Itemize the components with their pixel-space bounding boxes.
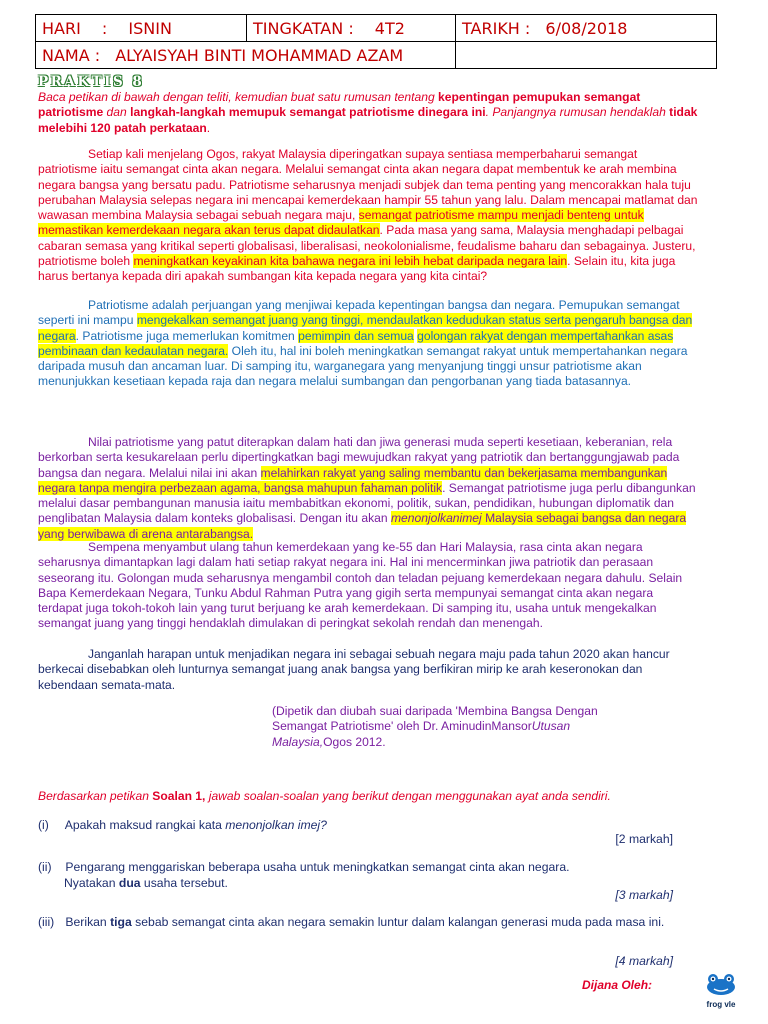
p3-highlight-italic: menonjolkanimej: [390, 511, 482, 526]
q3-text-2: sebab semangat cinta akan negara semakin luntur dalam kalangan generasi muda pada masa ini.: [131, 915, 665, 929]
paragraph-4: Sempena menyambut ulang tahun kemerdekaan yang ke-55 dan Hari Malaysia, rasa cinta akan negara seharusnya dimantapkan lagi dalam hati setiap rakyat negara ini. Hal ini mencerminkan jiwa patriotik dan perasaan seseorang itu. Golongan muda seharusnya mengambil contoh dan teladan pejuang kemerdekaan negara dahulu. Selain Bapa Kemerdekaan Negara, Tunku Abdul Rahman Putra yang gigih serta mempunyai semangat cinta akan negara terdapat juga tokoh-tokoh lain yang turut berjuang ke arah kemerdekaan. Di samping itu, usaha untuk mengekalkan semangat juang yang tinggi hendaklah dimulakan di peringkat sekolah rendah dan menengah.: [38, 540, 683, 631]
q1-italic: menonjolkan imej?: [225, 818, 327, 832]
task-instruction: [38, 789, 698, 804]
source-date: Ogos 2012.: [323, 734, 386, 749]
p2-text-3: Oleh itu, hal ini boleh meningkatkan semangat rakyat untuk mempertahankan negara daripada musuh dan ancaman luar. Di samping itu, warganegara yang menyanjung tinggi unsur patriotisme akan menunjukkan kesetiaan kepada raja dan negara melalui sumbangan dan pengorbanan yang tiada batasannya.: [38, 343, 688, 389]
q1-number: (i): [38, 818, 49, 832]
question-2: [38, 860, 678, 891]
instruction-text-2: dan: [103, 105, 131, 120]
nama-cell: [36, 42, 456, 69]
p3-highlight-1: melahirkan rakyat yang saling membantu dan bekerjasama membangunkan negara tanpa mengira perbezaan agama, bangsa mahupun fahaman politik: [38, 465, 668, 495]
header-table: [35, 14, 717, 69]
tingkatan-colon: :: [348, 18, 354, 38]
p2-text-2: . Patriotisme juga memerlukan komitmen: [75, 328, 299, 343]
q2-text-2: Nyatakan: [64, 875, 119, 890]
tingkatan-cell: [247, 15, 456, 42]
p1-text-3: . Selain itu, kita juga harus bertanya kepada diri apakah sumbangan kita kepada negara yang kita cintai?: [38, 254, 676, 284]
p3-highlight-2: Malaysia sebagai bangsa dan negara yang berwibawa di arena antarabangsa.: [38, 511, 687, 541]
instruction: [38, 90, 698, 136]
instruction-bold-3: tidak melebihi 120 patah perkataan: [38, 105, 698, 135]
p1-highlight-1: semangat patriotisme mampu menjadi benteng untuk memastikan kemerdekaan negara akan terus dapat didaulatkan: [38, 208, 644, 238]
source-text: (Dipetik dan diubah suai daripada 'Membina Bangsa Dengan Semangat Patriotisme' oleh Dr. AminudinMansor: [272, 704, 598, 734]
empty-cell: [456, 42, 717, 69]
hari-colon: :: [101, 18, 108, 38]
frog-vle-text: frog vle: [706, 1000, 736, 1009]
q1-text: Apakah maksud rangkai kata: [64, 818, 226, 832]
p1-text-1: Setiap kali menjelang Ogos, rakyat Malaysia diperingatkan supaya sentiasa memperbaharui semangat patriotisme iaitu semangat cinta akan negara. Melalui semangat cinta akan negara dapat membentuk ke arah membina negara bangsa yang bersatu padu. Patriotisme seharusnya menjadi subjek dan tema penting yang mencorakkan hala tuju perubahan Malaysia selepas negara ini mencapai kemerdekaan hampir 55 tahun yang lalu. Dalam mencapai matlamat dan wawasan membina Malaysia sebagai sebuah negara maju,: [38, 147, 698, 223]
p1-highlight-2: meningkatkan keyakinan kita bahawa negara ini lebih hebat daripada negara lain: [133, 254, 568, 269]
source-publication: Utusan Malaysia,: [272, 719, 571, 749]
hari-value: ISNIN: [128, 18, 172, 38]
nama-value: ALYAISYAH BINTI MOHAMMAD AZAM: [115, 45, 404, 65]
tarikh-cell: [456, 15, 717, 42]
p2-highlight-1: mengekalkan semangat juang yang tinggi, mendaulatkan kedudukan status serta pengaruh bangsa dan negara: [38, 313, 693, 343]
hari-cell: [36, 15, 247, 42]
q3-number: (iii): [38, 915, 55, 929]
instruction-text-4: .: [206, 120, 211, 135]
paragraph-2: [38, 298, 698, 390]
paragraph-1: [38, 147, 698, 285]
paragraph-3: [38, 435, 698, 542]
hari-label: HARI: [42, 18, 81, 38]
q2-text-3: usaha tersebut.: [140, 875, 228, 890]
paragraph-5: Janganlah harapan untuk menjadikan negara ini sebagai sebuah negara maju pada tahun 2020 akan hancur berkecai disebabkan oleh lunturnya semangat juang anak bangsa yang berfikiran mirip ke arah keseronokan dan kebendaan semata-mata.: [38, 647, 670, 692]
q2-continuation: [38, 876, 678, 892]
frog-vle-logo: [703, 972, 739, 1008]
instruction-bold-2: langkah-langkah memupuk semangat patriotisme dinegara ini: [130, 105, 486, 120]
q2-bold: dua: [118, 875, 141, 890]
task-bold: Soalan 1,: [152, 789, 206, 803]
q2-number: (ii): [38, 860, 52, 874]
p3-text-1: Nilai patriotisme yang patut diterapkan dalam hati dan jiwa generasi muda seperti kesetiaan, keberanian, rela berkorban serta kesukarelaan perlu dipertingkatkan bagi mewujudkan rakyat yang patriotik dan bertanggungjawab pada bangsa dan negara. Melalui nilai ini akan: [38, 435, 680, 480]
task-text-2: jawab soalan-soalan yang berikut dengan menggunakan ayat anda sendiri.: [205, 789, 611, 803]
tarikh-value: 6/08/2018: [545, 18, 628, 38]
q2-text-1: Pengarang menggariskan beberapa usaha untuk meningkatkan semangat cinta akan negara.: [65, 860, 570, 874]
tingkatan-value: 4T2: [374, 18, 405, 38]
source-citation: [272, 704, 652, 750]
frog-icon: [703, 972, 739, 996]
q3-text-1: Berikan: [65, 915, 111, 929]
question-1: [38, 818, 678, 834]
instruction-text-1: Baca petikan di bawah dengan teliti, kemudian buat satu rumusan tentang: [38, 90, 439, 104]
q3-bold: tiga: [110, 915, 132, 929]
p3-text-2: . Semangat patriotisme juga perlu dibangunkan melalui dasar pembangunan manusia iaitu membabitkan ekonomi, politik, sukan, pendidikan, hubungan diplomatik dan penglibatan Malaysia dalam konteks globalisasi. Dengan itu akan: [38, 480, 696, 526]
task-text-1: Berdasarkan petikan: [38, 789, 153, 803]
instruction-bold-1: kepentingan pemupukan semangat patriotisme: [38, 90, 641, 120]
q2-marks: [3 markah]: [615, 888, 673, 902]
p1-text-2: . Pada masa yang sama, Malaysia menghadapi pelbagai cabaran semasa yang kritikal seperti globalisasi, liberalisasi, neokolonialisme, feudalisme baharu dan sebagainya. Justeru, patriotisme boleh: [38, 223, 696, 269]
p2-highlight-2: pemimpin dan semua: [298, 328, 414, 343]
instruction-text-3: . Panjangnya rumusan hendaklah: [485, 105, 670, 120]
q3-marks: [4 markah]: [615, 954, 673, 968]
tarikh-label: TARIKH :: [462, 18, 531, 38]
nama-label: NAMA :: [42, 45, 101, 65]
q1-marks: [2 markah]: [615, 832, 673, 846]
tingkatan-label: TINGKATAN: [253, 18, 344, 38]
practice-title: PRAKTIS 8: [38, 74, 145, 90]
p2-text-1: Patriotisme adalah perjuangan yang menjiwai kepada kepentingan bangsa dan negara. Pemupukan semangat seperti ini mampu: [38, 298, 680, 328]
dijana-oleh: Dijana Oleh:: [582, 978, 653, 992]
p2-highlight-3: golongan rakyat dengan mempertahankan asas pembinaan dan kedaulatan negara.: [38, 328, 674, 358]
question-3: [38, 915, 678, 931]
